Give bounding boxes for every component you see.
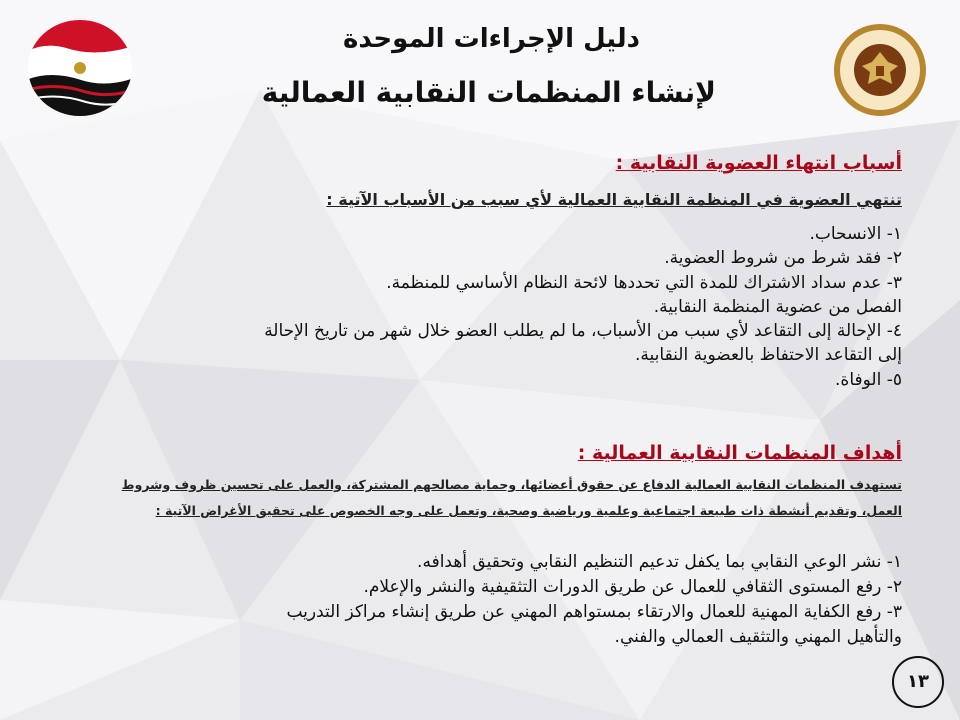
page-title-line1: دليل الإجراءات الموحدة — [343, 24, 640, 54]
list-item: ٢- رفع المستوى الثقافي للعمال عن طريق الدورات التثقيفية والنشر والإعلام. — [363, 577, 902, 597]
list-item: الفصل من عضوية المنظمة النقابية. — [653, 296, 902, 317]
page-number-badge: ١٣ — [892, 656, 944, 708]
list-item: ٥- الوفاة. — [835, 369, 902, 390]
list-item: ٢- فقد شرط من شروط العضوية. — [664, 248, 902, 269]
section2-heading: أهداف المنظمات النقابية العمالية : — [577, 442, 902, 464]
page-title-line2: لإنشاء المنظمات النقابية العمالية — [261, 76, 716, 109]
section1-list — [264, 222, 902, 392]
list-item: ٣- رفع الكفاية المهنية للعمال والارتقاء بمستواهم المهني عن طريق إنشاء مراكز التدريب — [286, 602, 902, 622]
section2-lead: تستهدف المنظمات النقابية العمالية الدفاع عن حقوق أعضائها، وحماية مصالحهم المشتركة، والعمل على تحسين ظروف وشروط العمل، وتقديم أنشطة ذات طبيعة اجتماعية وعلمية ورياضية وصحية، وتعمل على وجه الخصوص على تحقيق الأغراض الآتية : — [121, 477, 902, 518]
section2-list — [286, 550, 902, 650]
list-item: ١- نشر الوعي النقابي بما يكفل تدعيم التنظيم النقابي وتحقيق أهدافه. — [417, 552, 902, 572]
section1-heading: أسباب انتهاء العضوية النقابية : — [615, 152, 902, 174]
list-item: والتأهيل المهني والتثقيف العمالي والفني. — [614, 627, 902, 647]
list-item: ٣- عدم سداد الاشتراك للمدة التي تحددها لائحة النظام الأساسي للمنظمة. — [386, 272, 902, 293]
list-item: ١- الانسحاب. — [809, 224, 902, 244]
list-item: ٤- الإحالة إلى التقاعد لأي سبب من الأسباب، ما لم يطلب العضو خلال شهر من تاريخ الإحالة — [264, 321, 902, 342]
list-item: إلى التقاعد الاحتفاظ بالعضوية النقابية. — [635, 345, 902, 366]
section1-lead: تنتهي العضوية في المنظمة النقابية العمالية لأي سبب من الأسباب الآتية : — [326, 190, 902, 209]
